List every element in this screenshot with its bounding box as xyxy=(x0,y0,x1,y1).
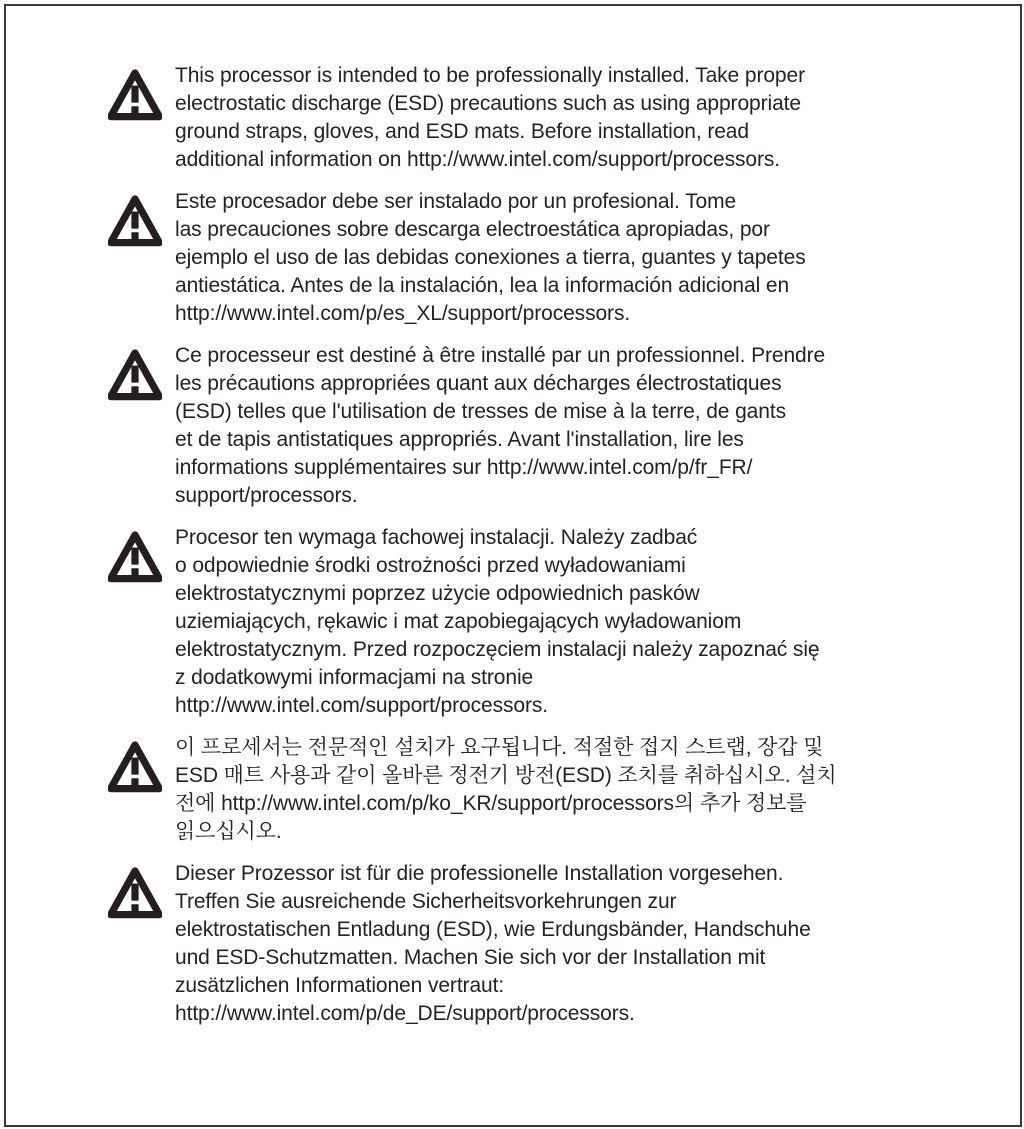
warning-line: uziemiających, rękawic i mat zapobiegających wyładowaniom xyxy=(175,610,742,633)
warning-line: 전에 http://www.intel.com/p/ko_KR/support/processors의 추가 정보를 xyxy=(175,792,807,815)
warning-line: zusätzlichen Informationen vertraut: xyxy=(175,974,505,997)
warning-line: Procesor ten wymaga fachowej instalacji. Należy zadbać xyxy=(175,526,698,549)
warning-line: http://www.intel.com/support/processors. xyxy=(175,694,548,717)
warning-line: Treffen Sie ausreichende Sicherheitsvorkehrungen zur xyxy=(175,890,677,913)
warning-text xyxy=(175,62,805,174)
warning-line: elektrostatischen Entladung (ESD), wie Erdungsbänder, Handschuhe xyxy=(175,918,811,941)
warning-line: las precauciones sobre descarga electroestática apropiadas, por xyxy=(175,218,770,241)
warning-line: 읽으십시오. xyxy=(175,820,282,843)
warning-block-english xyxy=(108,62,938,174)
warning-block-polish xyxy=(108,524,938,720)
warning-line: elektrostatycznym. Przed rozpoczęciem instalacji należy zapoznać się xyxy=(175,638,820,661)
warning-triangle-icon xyxy=(108,62,162,123)
warning-block-spanish xyxy=(108,188,938,328)
warning-line: les précautions appropriées quant aux décharges électrostatiques xyxy=(175,372,782,395)
warning-line: ground straps, gloves, and ESD mats. Before installation, read xyxy=(175,120,749,143)
warning-triangle-icon xyxy=(108,188,162,249)
warning-line: Dieser Prozessor ist für die professionelle Installation vorgesehen. xyxy=(175,862,784,885)
warning-line: elektrostatycznymi poprzez użycie odpowiednich pasków xyxy=(175,582,700,605)
warning-line: antiestática. Antes de la instalación, lea la información adicional en xyxy=(175,274,790,297)
warning-line: This processor is intended to be professionally installed. Take proper xyxy=(175,64,805,87)
warning-text xyxy=(175,342,825,510)
warning-text xyxy=(175,524,819,720)
warning-line: informations supplémentaires sur http://www.intel.com/p/fr_FR/ xyxy=(175,456,753,479)
warning-line: et de tapis antistatiques appropriés. Avant l'installation, lire les xyxy=(175,428,744,451)
warning-block-french xyxy=(108,342,938,510)
warning-block-german xyxy=(108,860,938,1028)
warnings-list xyxy=(108,62,938,1042)
warning-triangle-icon xyxy=(108,734,162,795)
warning-text xyxy=(175,734,837,846)
warning-line: ejemplo el uso de las debidas conexiones a tierra, guantes y tapetes xyxy=(175,246,806,269)
warning-triangle-icon xyxy=(108,860,162,921)
warning-line: (ESD) telles que l'utilisation de tresses de mise à la terre, de gants xyxy=(175,400,786,423)
warning-line: 이 프로세서는 전문적인 설치가 요구됩니다. 적절한 접지 스트랩, 장갑 및 xyxy=(175,736,824,759)
warning-line: Este procesador debe ser instalado por un profesional. Tome xyxy=(175,190,737,213)
warning-line: und ESD-Schutzmatten. Machen Sie sich vor der Installation mit xyxy=(175,946,766,969)
warning-line: support/processors. xyxy=(175,484,358,507)
warning-line: Ce processeur est destiné à être installé par un professionnel. Prendre xyxy=(175,344,826,367)
warning-block-korean xyxy=(108,734,938,846)
warning-line: additional information on http://www.intel.com/support/processors. xyxy=(175,148,781,171)
warning-line: ESD 매트 사용과 같이 올바른 정전기 방전(ESD) 조치를 취하십시오. 설치 xyxy=(175,764,837,787)
warning-text xyxy=(175,188,806,328)
warning-line: electrostatic discharge (ESD) precautions such as using appropriate xyxy=(175,92,801,115)
warning-line: z dodatkowymi informacjami na stronie xyxy=(175,666,534,689)
warning-triangle-icon xyxy=(108,524,162,585)
warning-text xyxy=(175,860,811,1028)
warning-triangle-icon xyxy=(108,342,162,403)
warning-line: o odpowiednie środki ostrożności przed wyładowaniami xyxy=(175,554,686,577)
warning-line: http://www.intel.com/p/de_DE/support/processors. xyxy=(175,1002,635,1025)
warning-line: http://www.intel.com/p/es_XL/support/processors. xyxy=(175,302,631,325)
